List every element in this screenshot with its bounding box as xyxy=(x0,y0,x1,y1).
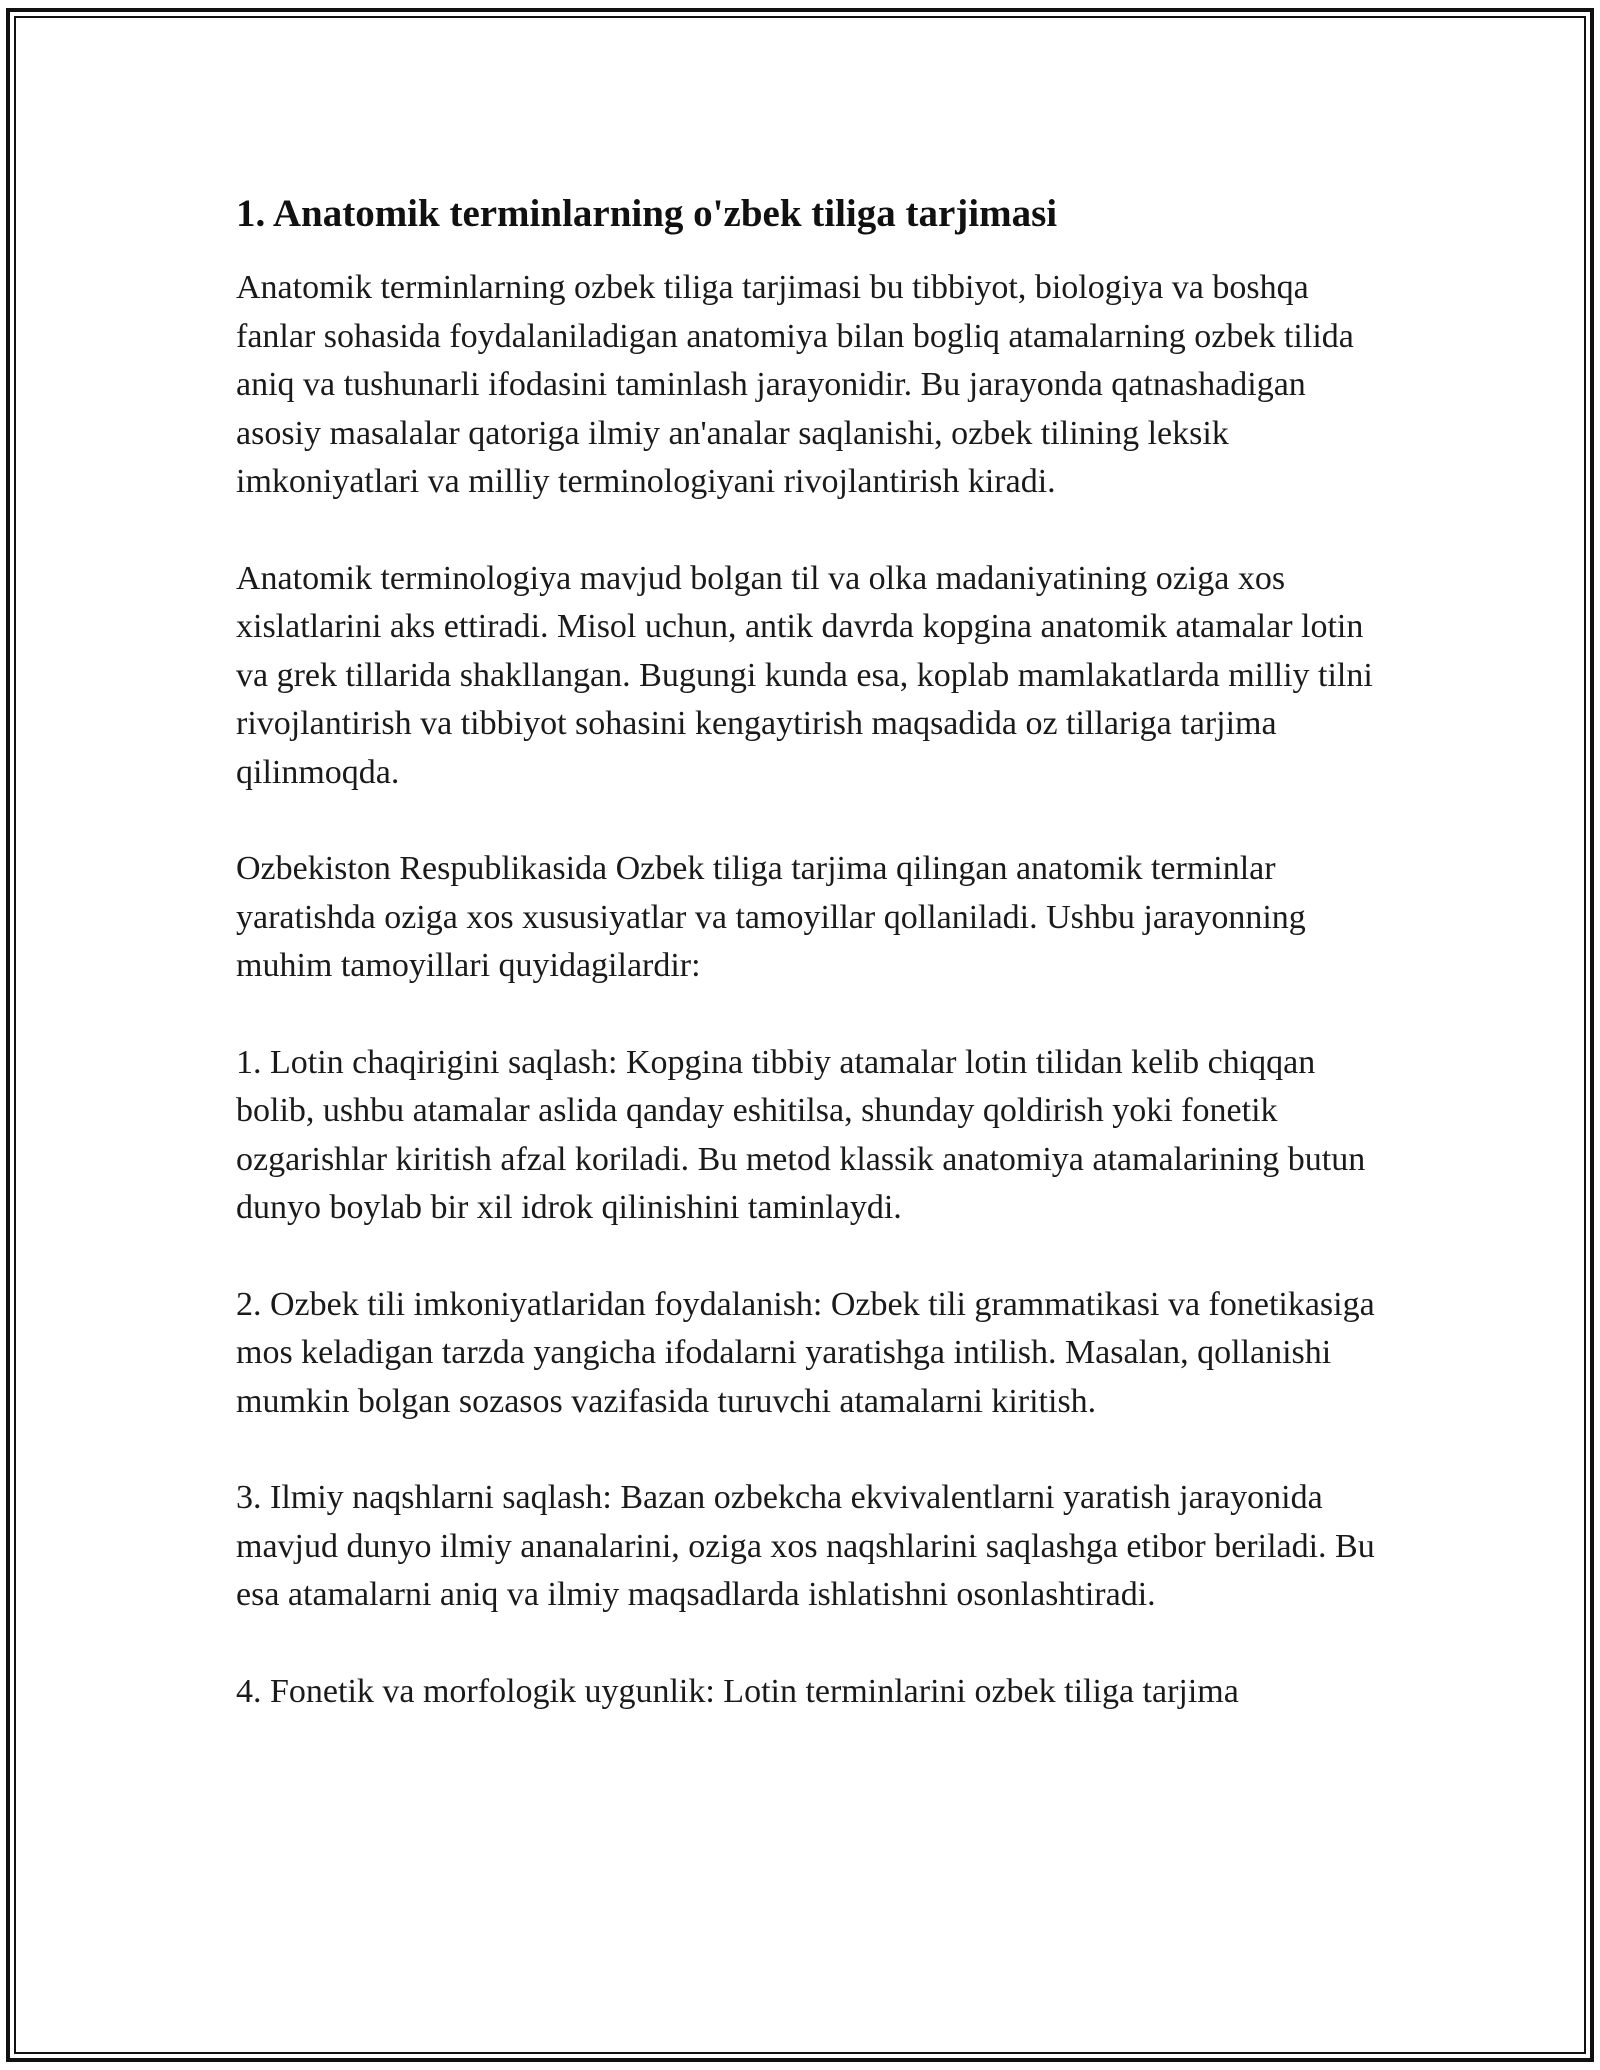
paragraph-terminology: Anatomik terminologiya mavjud bolgan til va olka madaniyatining oziga xos xislatlarini aks ettiradi. Misol uchun, antik davrda kopgina anatomik atamalar lotin va grek tillarida shakllangan. Bugungi kunda esa, koplab mamlakatlarda milliy tilni rivojlantirish va tibbiyot sohasini kengaytirish maqsadida oz tillariga tarjima qilinmoqda. xyxy=(236,559,1373,791)
paragraph-principle-1: 1. Lotin chaqirigini saqlash: Kopgina tibbiy atamalar lotin tilidan kelib chiqqan bolib, ushbu atamalar aslida qanday eshitilsa, shunday qoldirish yoki fonetik ozgarishlar kiritish afzal koriladi. Bu metod klassik anatomiya atamalarining butun dunyo boylab bir xil idrok qilinishini taminlaydi. xyxy=(236,1043,1366,1226)
section-heading: 1. Anatomik terminlarning o'zbek tiliga tarjimasi xyxy=(236,192,1058,235)
document-body xyxy=(236,188,1376,1716)
paragraph-principle-3: 3. Ilmiy naqshlarni saqlash: Bazan ozbekcha ekvivalentlarni yaratish jarayonida mavjud dunyo ilmiy ananalarini, oziga xos naqshlarini saqlashga etibor beriladi. Bu esa atamalarni aniq va ilmiy maqsadlarda ishlatishni osonlashtiradi. xyxy=(236,1479,1375,1613)
paragraph-intro: Anatomik terminlarning ozbek tiliga tarjimasi bu tibbiyot, biologiya va boshqa fanlar sohasida foydalaniladigan anatomiya bilan bogliq atamalarning ozbek tilida aniq va tushunarli ifodasini taminlash jarayonidir. Bu jarayonda qatnashadigan asosiy masalalar qatoriga ilmiy an'analar saqlanishi, ozbek tilining leksik imkoniyatlari va milliy terminologiyani rivojlantirish kiradi. xyxy=(236,269,1354,500)
paragraph-principle-2: 2. Ozbek tili imkoniyatlaridan foydalanish: Ozbek tili grammatikasi va fonetikasiga mos keladigan tarzda yangicha ifodalarni yaratishga intilish. Masalan, qollanishi mumkin bolgan sozasos vazifasida turuvchi atamalarni kiritish. xyxy=(236,1285,1375,1420)
paragraph-principle-4: 4. Fonetik va morfologik uygunlik: Lotin terminlarini ozbek tiliga tarjima xyxy=(236,1672,1239,1710)
paragraph-principles-intro: Ozbekiston Respublikasida Ozbek tiliga tarjima qilingan anatomik terminlar yaratishda oziga xos xususiyatlar va tamoyillar qollaniladi. Ushbu jarayonning muhim tamoyillari quyidagilardir: xyxy=(236,850,1306,984)
